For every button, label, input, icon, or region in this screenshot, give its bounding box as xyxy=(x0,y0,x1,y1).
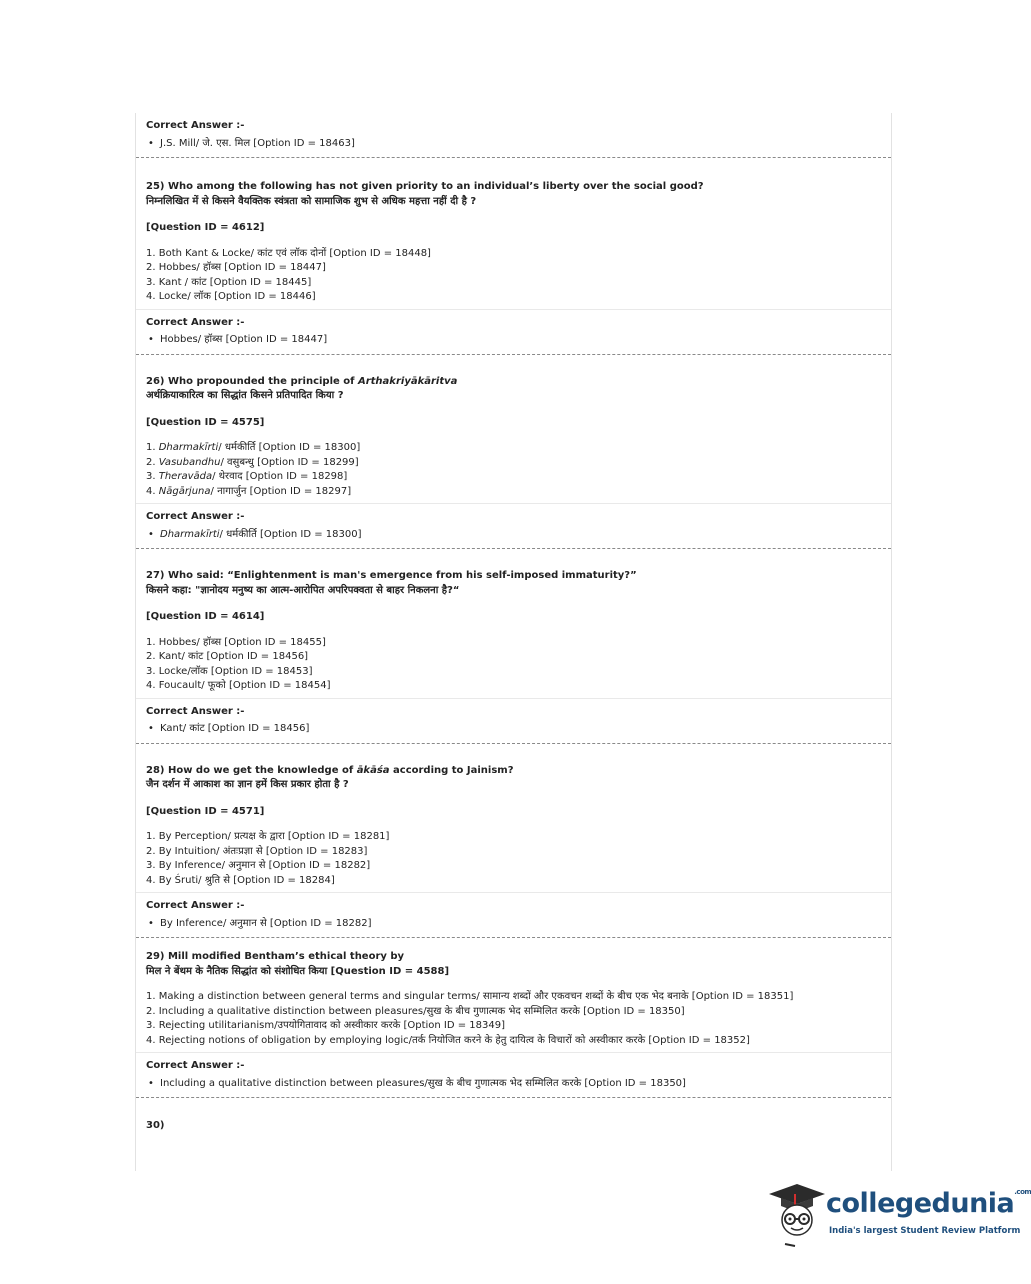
question-id: [Question ID = 4614] xyxy=(146,611,265,622)
correct-answer-label: Correct Answer :- xyxy=(146,1060,245,1071)
answer-section-27 xyxy=(136,698,891,744)
options-list xyxy=(146,990,881,1048)
option-number: 3. xyxy=(146,471,159,482)
option-1: 1. Hobbes/ हॉब्स [Option ID = 18455] xyxy=(146,636,326,648)
logo-tagline: India's largest Student Review Platform xyxy=(829,1226,1021,1236)
answer-section-25 xyxy=(136,309,891,355)
option-2: 2. Kant/ कांट [Option ID = 18456] xyxy=(146,651,309,662)
question-title-hi: अर्थक्रियाकारित्व का सिद्धांत किसने प्रतिपादित किया ? xyxy=(146,390,344,401)
correct-answer-value: • J.S. Mill/ जे. एस. मिल [Option ID = 18463] xyxy=(146,137,881,152)
question-26 xyxy=(136,355,891,504)
question-id: [Question ID = 4571] xyxy=(146,805,265,817)
question-25 xyxy=(136,158,891,309)
logo-suffix: .com xyxy=(1014,1188,1031,1196)
option-3: 3. By Inference/ अनुमान से [Option ID = 18282] xyxy=(146,860,371,871)
option-2 xyxy=(146,456,881,471)
answer-section-28 xyxy=(136,892,891,938)
question-title-italic: ākāśa xyxy=(356,764,390,776)
option-text: / नागार्जुन [Option ID = 18297] xyxy=(210,485,352,497)
correct-answer-label: Correct Answer :- xyxy=(146,511,245,522)
option-3: 3. Locke/लॉक [Option ID = 18453] xyxy=(146,665,313,677)
option-text: / थेरवाद [Option ID = 18298] xyxy=(212,471,348,482)
question-title-hi: निम्नलिखित में से किसने वैयक्तिक स्वंत्रता को सामाजिक शुभ से अधिक महत्ता नहीं दी है ? xyxy=(146,195,477,207)
options-list xyxy=(146,636,881,694)
option-text: / धर्मकीर्ति [Option ID = 18300] xyxy=(218,442,361,453)
options-list xyxy=(146,830,881,888)
correct-answer-value: • Including a qualitative distinction between pleasures/सुख के बीच गुणात्मक भेद सम्मिलित करके [Option ID = 18350] xyxy=(146,1077,881,1092)
correct-answer-label: Correct Answer :- xyxy=(146,120,245,131)
answer-section-26 xyxy=(136,503,891,549)
option-text: / वसुबन्धु [Option ID = 18299] xyxy=(220,456,359,468)
logo-name: collegedunia xyxy=(826,1188,1015,1219)
correct-answer-value xyxy=(146,528,881,543)
question-27 xyxy=(136,549,891,698)
option-1: 1. Making a distinction between general terms and singular terms/ सामान्य शब्दों और एकवचन शब्दों के बीच एक भेद बनाके [Option ID = 18351] xyxy=(146,991,794,1002)
answer-section-29 xyxy=(136,1052,891,1098)
question-title-prefix: 26) Who propounded the principle of xyxy=(146,375,358,387)
option-number: 2. xyxy=(146,456,159,468)
question-title-en xyxy=(146,375,881,390)
question-title-en xyxy=(146,764,881,779)
next-question-number: 30) xyxy=(146,1120,165,1131)
correct-answer-label: Correct Answer :- xyxy=(146,316,245,328)
option-number: 1. xyxy=(146,442,159,453)
option-4 xyxy=(146,485,881,500)
question-title-suffix: according to Jainism? xyxy=(389,764,514,776)
correct-answer-value: • Kant/ कांट [Option ID = 18456] xyxy=(146,722,881,737)
question-28 xyxy=(136,744,891,893)
options-list xyxy=(146,247,881,305)
question-title-hi: मिल ने बेंथम के नैतिक सिद्धांत को संशोधित किया [Question ID = 4588] xyxy=(146,965,450,977)
option-3 xyxy=(146,470,881,485)
option-3: 3. Rejecting utilitarianism/उपयोगितावाद को अस्वीकार करके [Option ID = 18349] xyxy=(146,1020,506,1031)
option-italic: Theravāda xyxy=(158,471,213,482)
question-title-en: 27) Who said: “Enlightenment is man's emergence from his self-imposed immaturity?” xyxy=(146,570,637,581)
correct-answer-value: • Hobbes/ हॉब्स [Option ID = 18447] xyxy=(146,333,881,348)
option-1: 1. Both Kant & Locke/ कांट एवं लॉक दोनों [Option ID = 18448] xyxy=(146,247,431,259)
option-4: 4. Locke/ लॉक [Option ID = 18446] xyxy=(146,291,316,302)
question-id: [Question ID = 4612] xyxy=(146,222,265,233)
answer-section-24 xyxy=(136,113,891,158)
option-1: 1. By Perception/ प्रत्यक्ष के द्वारा [Option ID = 18281] xyxy=(146,831,390,842)
option-2: 2. By Intuition/ अंतःप्रज्ञा से [Option ID = 18283] xyxy=(146,845,368,857)
correct-answer-value: • By Inference/ अनुमान से [Option ID = 18282] xyxy=(146,917,881,932)
question-title-hi: जैन दर्शन में आकाश का ज्ञान हमें किस प्रकार होता है ? xyxy=(146,779,349,790)
option-italic: Dharmakīrti xyxy=(158,442,219,453)
correct-answer-label: Correct Answer :- xyxy=(146,900,245,911)
option-number: 4. xyxy=(146,485,159,497)
answer-italic: Dharmakīrti xyxy=(160,528,220,540)
option-4: 4. Foucault/ फूको [Option ID = 18454] xyxy=(146,680,331,691)
answer-text: / धर्मकीर्ति [Option ID = 18300] xyxy=(219,528,362,540)
option-2: 2. Hobbes/ हॉब्स [Option ID = 18447] xyxy=(146,262,326,273)
option-3: 3. Kant / कांट [Option ID = 18445] xyxy=(146,276,312,288)
correct-answer-label: Correct Answer :- xyxy=(146,705,245,717)
option-1 xyxy=(146,441,881,456)
option-4: 4. By Śruti/ श्रुति से [Option ID = 18284] xyxy=(146,874,335,886)
option-italic: Vasubandhu xyxy=(158,456,221,468)
options-list xyxy=(146,441,881,499)
option-italic: Nāgārjuna xyxy=(158,485,211,497)
question-title-en: 29) Mill modified Bentham’s ethical theory by xyxy=(146,951,405,962)
question-title-hi: किसने कहा: "ज्ञानोदय मनुष्य का आत्म-आरोपित अपरिपक्वता से बाहर निकलना है?“ xyxy=(146,584,460,596)
question-29 xyxy=(136,938,891,1052)
question-title-en: 25) Who among the following has not given priority to an individual’s liberty over the social good? xyxy=(146,181,704,192)
option-4: 4. Rejecting notions of obligation by employing logic/तर्क नियोजित करने के हेतु दायित्व के विचारों को अस्वीकार करके [Option ID = 18352] xyxy=(146,1034,750,1046)
logo-wordmark xyxy=(826,1188,1031,1219)
question-id: [Question ID = 4575] xyxy=(146,416,265,428)
question-title-prefix: 28) How do we get the knowledge of xyxy=(146,764,357,776)
exam-document xyxy=(135,113,892,1171)
option-2: 2. Including a qualitative distinction between pleasures/सुख के बीच गुणात्मक भेद सम्मिलित करके [Option ID = 18350] xyxy=(146,1005,685,1017)
question-title-italic: Arthakriyākāritva xyxy=(357,375,458,387)
